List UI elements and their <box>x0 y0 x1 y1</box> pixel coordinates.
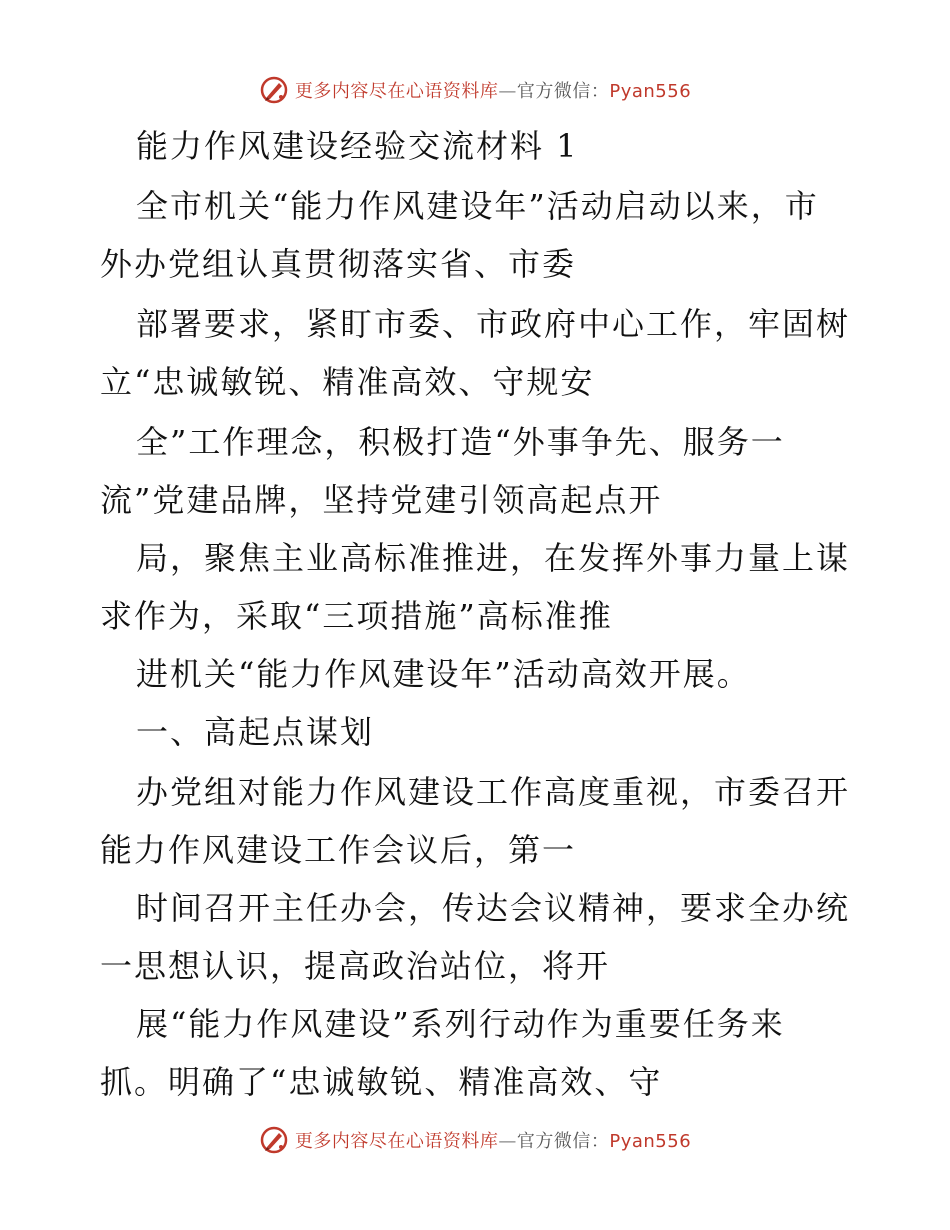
watermark-banner-bottom <box>0 1120 950 1160</box>
paragraph-line: 抓。明确了“忠诚敏锐、精准高效、守 <box>100 1063 663 1101</box>
watermark-text: 更多内容尽在心语资料库—官方微信：Pyan556 <box>294 1131 692 1152</box>
paragraph-line: 全”工作理念，积极打造“外事争先、服务一 <box>136 423 785 461</box>
paragraph-line: 部署要求，紧盯市委、市政府中心工作，牢固树 <box>136 305 851 343</box>
paragraph-line: 一思想认识，提高政治站位，将开 <box>100 947 611 985</box>
paragraph-line: 外办党组认真贯彻落实省、市委 <box>100 245 577 283</box>
paragraph-line: 进机关“能力作风建设年”活动高效开展。 <box>136 655 751 693</box>
paragraph-line: 展“能力作风建设”系列行动作为重要任务来 <box>136 1005 785 1043</box>
document-title: 能力作风建设经验交流材料 1 <box>136 127 579 165</box>
paragraph-line: 求作为，采取“三项措施”高标准推 <box>100 597 613 635</box>
paragraph-line: 流”党建品牌，坚持党建引领高起点开 <box>100 481 663 519</box>
paragraph-line: 局，聚焦主业高标准推进，在发挥外事力量上谋 <box>136 539 851 577</box>
paragraph-line: 全市机关“能力作风建设年”活动启动以来，市 <box>136 187 819 225</box>
paragraph-line: 能力作风建设工作会议后，第一 <box>100 831 577 869</box>
paragraph-line: 办党组对能力作风建设工作高度重视，市委召开 <box>136 773 851 811</box>
section-heading: 一、高起点谋划 <box>136 713 375 751</box>
watermark-text: 更多内容尽在心语资料库—官方微信：Pyan556 <box>294 81 692 102</box>
paragraph-line: 时间召开主任办会，传达会议精神，要求全办统 <box>136 889 851 927</box>
paragraph-line: 立“忠诚敏锐、精准高效、守规安 <box>100 363 595 401</box>
quill-logo-icon <box>259 1125 289 1155</box>
